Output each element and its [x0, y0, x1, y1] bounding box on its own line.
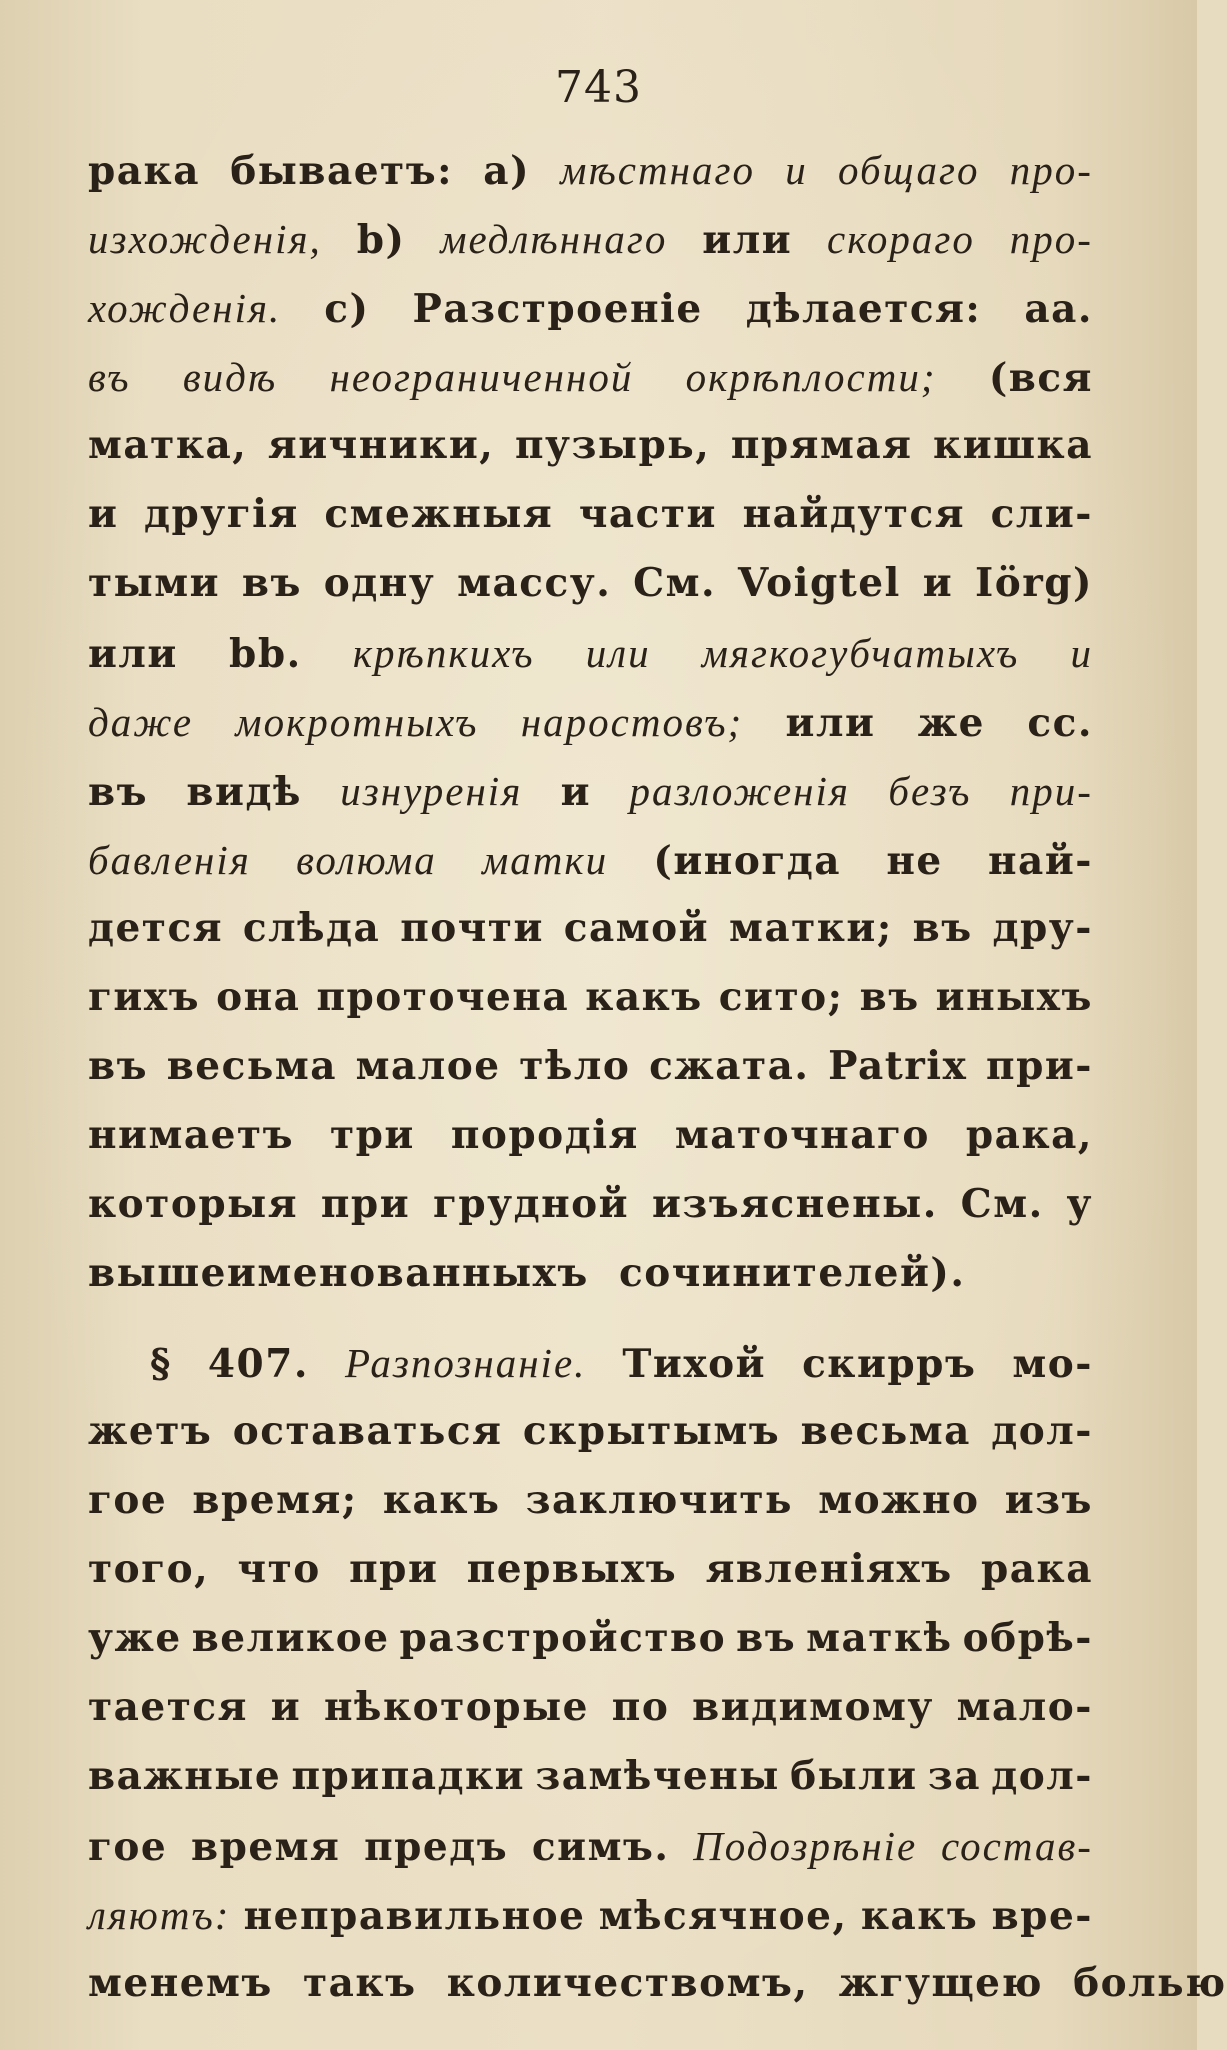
word: и — [922, 560, 954, 606]
text-line — [88, 905, 1093, 974]
word: заключить — [525, 1477, 794, 1523]
word: время; — [192, 1477, 358, 1523]
word: сжата. — [649, 1043, 810, 1089]
word: оставаться — [232, 1408, 503, 1454]
word: яичники, — [267, 422, 495, 468]
text-line — [88, 1112, 1093, 1181]
word: иныхъ — [935, 974, 1093, 1020]
word: при — [349, 1546, 439, 1592]
italic-word: окрѣплости; — [685, 354, 937, 400]
text-line — [88, 284, 1093, 353]
word: маточнаго — [674, 1112, 930, 1158]
word: матка, — [88, 422, 248, 468]
word: матки; — [728, 905, 893, 951]
word: нѣкоторые — [323, 1684, 589, 1730]
word: бываетъ: — [230, 148, 454, 194]
text-line — [88, 1684, 1093, 1753]
italic-word: безъ — [888, 768, 972, 814]
word: уже — [88, 1615, 182, 1661]
word: скирръ — [802, 1341, 977, 1387]
word: симъ. — [531, 1824, 670, 1870]
italic-word: Разпознаніе. — [344, 1340, 587, 1386]
word: весьма — [800, 1408, 971, 1454]
word: въ — [88, 769, 149, 815]
word: дол- — [991, 1408, 1093, 1454]
italic-word: даже — [88, 699, 194, 745]
word: гое — [88, 1477, 168, 1523]
word: при- — [986, 1043, 1093, 1089]
italic-word: матки — [482, 837, 609, 883]
italic-word: Подозрѣніе — [693, 1823, 918, 1869]
word: видѣ — [186, 769, 302, 815]
word: жетъ — [88, 1408, 213, 1454]
word: най- — [988, 838, 1093, 884]
word: жгущею — [838, 1960, 1043, 2006]
word: или — [88, 631, 178, 677]
italic-word: или — [585, 630, 651, 676]
word: сс. — [1027, 700, 1093, 746]
text-line — [88, 215, 1093, 284]
word: въ — [912, 905, 973, 951]
italic-word: мѣстнаго — [560, 147, 755, 193]
word: с) — [324, 286, 370, 332]
word: скрытымъ — [522, 1408, 781, 1454]
italic-word: скораго — [827, 216, 975, 262]
text-line — [88, 698, 1093, 767]
word: самой — [563, 905, 710, 951]
word: вре- — [991, 1893, 1093, 1939]
italic-word: волюма — [296, 837, 437, 883]
text-line — [88, 1408, 1093, 1477]
word: мало- — [956, 1684, 1093, 1730]
italic-word: про- — [1009, 216, 1093, 262]
word: 407. — [207, 1341, 309, 1387]
word: сито; — [718, 974, 844, 1020]
paragraph-gap — [88, 1319, 1093, 1339]
italic-word: состав- — [941, 1823, 1093, 1869]
italic-word: общаго — [837, 147, 980, 193]
word: bb. — [229, 631, 302, 677]
word: малое — [355, 1043, 501, 1089]
page-number: 743 — [555, 62, 642, 113]
text-line — [88, 353, 1093, 422]
italic-word: и — [1070, 630, 1093, 676]
word: въ — [859, 974, 920, 1020]
word: дется — [88, 905, 224, 951]
italic-word: видѣ — [182, 354, 278, 400]
word: нимаетъ — [88, 1112, 295, 1158]
text-line — [88, 1250, 1093, 1319]
word: видимому — [692, 1684, 934, 1730]
text-line — [88, 1822, 1093, 1891]
word: рака, — [965, 1112, 1093, 1158]
word: которыя — [88, 1181, 299, 1227]
text-line — [88, 1043, 1093, 1112]
word: Тихой — [622, 1341, 767, 1387]
word: вышеименованныхъ — [88, 1250, 589, 1296]
word: въ — [241, 560, 302, 606]
word: смежныя — [324, 491, 554, 537]
word: а) — [483, 148, 531, 194]
text-line — [88, 836, 1093, 905]
word: обрѣ- — [962, 1615, 1093, 1661]
word: прямая — [730, 422, 913, 468]
word: тѣло — [519, 1043, 631, 1089]
word: три — [330, 1112, 415, 1158]
word: b) — [356, 217, 406, 263]
word: грудной — [432, 1181, 630, 1227]
word: менемъ — [88, 1960, 273, 2006]
italic-word: хожденія. — [88, 285, 282, 331]
word: Iörg) — [974, 560, 1093, 606]
word: весьма — [166, 1043, 337, 1089]
word: мѣсячное, — [598, 1893, 848, 1939]
italic-word: крѣпкихъ — [352, 630, 535, 676]
text-line — [88, 422, 1093, 491]
word: дол- — [991, 1753, 1093, 1799]
text-line — [88, 560, 1093, 629]
italic-word: бавленія — [88, 837, 251, 883]
word: См. — [633, 560, 717, 606]
word: мо- — [1012, 1341, 1093, 1387]
word: неправильное — [243, 1893, 586, 1939]
word: какъ — [585, 974, 703, 1020]
word: Patrix — [828, 1043, 968, 1089]
italic-word: разложенія — [629, 768, 850, 814]
word: § — [150, 1341, 172, 1387]
word: явленіяхъ — [705, 1546, 953, 1592]
word: при — [320, 1181, 411, 1227]
word: почти — [400, 905, 544, 951]
word: массу. — [457, 560, 612, 606]
word: и — [270, 1684, 302, 1730]
word: сли- — [990, 491, 1093, 537]
word: одну — [323, 560, 436, 606]
word: другія — [144, 491, 299, 537]
word: рака — [88, 148, 200, 194]
body-text — [88, 146, 1227, 2029]
word: же — [917, 700, 985, 746]
word: такъ — [303, 1960, 417, 2006]
italic-word: ляютъ: — [88, 1892, 231, 1938]
word: изъ — [1004, 1477, 1093, 1523]
word: найдутся — [742, 491, 966, 537]
word: она — [216, 974, 301, 1020]
word: разстройство — [399, 1615, 727, 1661]
word: по — [611, 1684, 670, 1730]
word: дру- — [992, 905, 1093, 951]
italic-word: изнуренія — [340, 768, 523, 814]
text-line — [88, 767, 1093, 836]
word: первыхъ — [466, 1546, 678, 1592]
word: пузырь, — [514, 422, 711, 468]
word: рака — [981, 1546, 1093, 1592]
italic-word: про- — [1009, 147, 1093, 193]
text-line — [88, 1546, 1093, 1615]
word: болью — [1073, 1960, 1227, 2006]
word: того, — [88, 1546, 210, 1592]
word: Разстроеніе — [412, 286, 703, 332]
word: Voigtel — [737, 560, 901, 606]
italic-word: мокротныхъ — [235, 699, 479, 745]
word: тается — [88, 1684, 248, 1730]
word: и — [88, 491, 119, 537]
word: породія — [450, 1112, 639, 1158]
word: или — [785, 700, 876, 746]
italic-word: въ — [88, 354, 131, 400]
word: были — [790, 1753, 918, 1799]
text-line — [88, 1753, 1093, 1822]
word: аа. — [1024, 286, 1093, 332]
word: гихъ — [88, 974, 200, 1020]
word: изъяснены. — [651, 1181, 938, 1227]
word: великое — [191, 1615, 390, 1661]
word: слѣда — [242, 905, 381, 951]
word: предъ — [364, 1824, 509, 1870]
word: припадки — [291, 1753, 526, 1799]
text-line — [88, 1615, 1093, 1684]
italic-word: и — [785, 147, 808, 193]
word: См. — [960, 1181, 1044, 1227]
word: (вся — [988, 355, 1093, 401]
text-line — [88, 146, 1093, 215]
italic-word: при- — [1009, 768, 1093, 814]
word: или — [702, 217, 793, 263]
word: въ — [88, 1043, 149, 1089]
word: тыми — [88, 560, 221, 606]
word: гое — [88, 1824, 168, 1870]
text-line — [88, 1960, 1227, 2029]
word: какъ — [860, 1893, 979, 1939]
text-line — [88, 491, 1093, 560]
word: количествомъ, — [446, 1960, 809, 2006]
word: маткѣ — [806, 1615, 953, 1661]
italic-word: медлѣннаго — [440, 216, 668, 262]
text-line — [88, 1181, 1093, 1250]
text-line — [88, 1891, 1093, 1960]
word: кишка — [933, 422, 1093, 468]
word: (иногда — [653, 838, 841, 884]
text-line — [88, 974, 1093, 1043]
word: замѣчены — [535, 1753, 780, 1799]
italic-word: мягкогубчатыхъ — [701, 630, 1020, 676]
text-line — [88, 1339, 1093, 1408]
italic-word: изхожденія, — [88, 216, 322, 262]
word: не — [886, 838, 943, 884]
italic-word: неограниченной — [329, 354, 634, 400]
word: время — [190, 1824, 341, 1870]
word: какъ — [382, 1477, 501, 1523]
word: важные — [88, 1753, 282, 1799]
word: у — [1066, 1181, 1093, 1227]
word: что — [237, 1546, 321, 1592]
word: въ — [736, 1615, 797, 1661]
word: и — [560, 769, 592, 815]
word: дѣлается: — [745, 286, 982, 332]
text-line — [88, 629, 1093, 698]
word: сочинителей). — [618, 1250, 966, 1296]
text-line — [88, 1477, 1093, 1546]
italic-word: наростовъ; — [520, 699, 744, 745]
word: части — [578, 491, 717, 537]
word: можно — [818, 1477, 980, 1523]
word: за — [927, 1753, 982, 1799]
word: проточена — [316, 974, 570, 1020]
